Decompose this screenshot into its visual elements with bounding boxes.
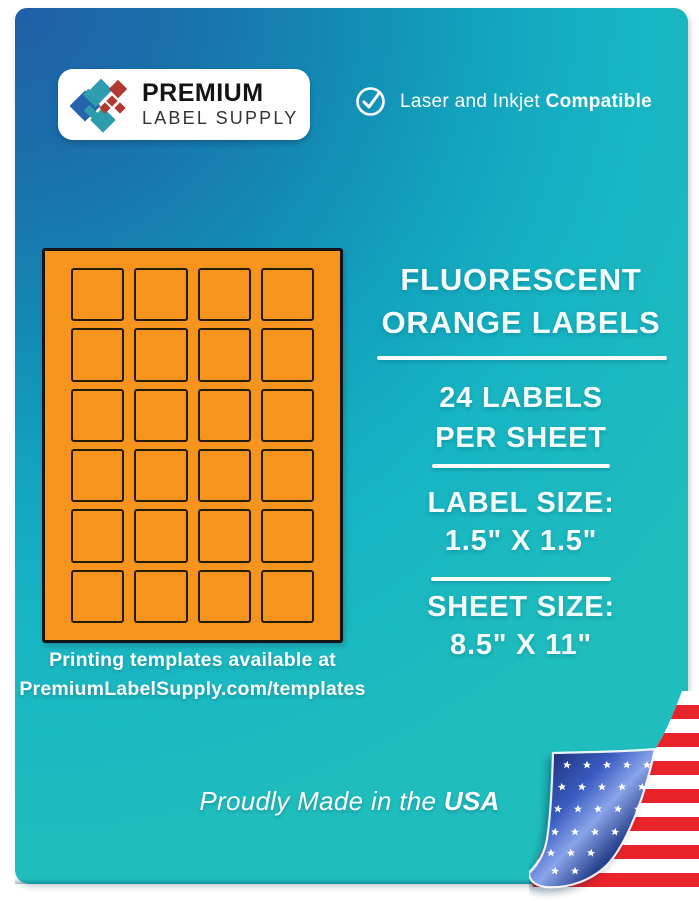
compatibility-text: [400, 91, 652, 113]
label-cell: [71, 389, 124, 442]
template-note-line1: Printing templates available at: [49, 649, 336, 671]
label-cell: [134, 570, 187, 623]
brand-name: [142, 81, 298, 127]
label-cell: [261, 570, 314, 623]
label-cell: [134, 389, 187, 442]
label-cell: [198, 449, 251, 502]
label-cell: [261, 449, 314, 502]
check-circle-icon: [355, 86, 386, 117]
product-title-line1: FLUORESCENT: [400, 262, 642, 297]
label-cell: [134, 509, 187, 562]
spec-line: SHEET SIZE:: [427, 591, 615, 623]
label-cell: [198, 509, 251, 562]
label-cell: [71, 509, 124, 562]
label-cell: [71, 449, 124, 502]
label-cell: [71, 268, 124, 321]
label-cell: [71, 570, 124, 623]
made-in-usa-bold: USA: [443, 786, 500, 816]
spec-label-size: [372, 484, 670, 560]
spec-labels-per-sheet: [372, 378, 670, 458]
spec-line: 8.5" X 11": [450, 629, 592, 661]
spec-sheet-size: [372, 588, 670, 664]
spec-line: PER SHEET: [435, 422, 607, 454]
product-title: [372, 258, 670, 344]
label-cell: [198, 268, 251, 321]
label-sheet-preview: [42, 248, 343, 643]
label-cell: [71, 328, 124, 381]
spec-line: LABEL SIZE:: [427, 487, 615, 519]
made-in-usa-regular: Proudly Made in the: [199, 786, 444, 816]
label-cell: [261, 268, 314, 321]
label-cell: [134, 328, 187, 381]
label-cell: [198, 328, 251, 381]
compatibility-text-bold: Compatible: [545, 90, 653, 112]
usa-flag-page-curl-icon: [529, 691, 699, 901]
label-cell: [261, 328, 314, 381]
brand-name-secondary: LABEL SUPPLY: [142, 108, 299, 128]
label-cell: [134, 449, 187, 502]
label-cell: [261, 509, 314, 562]
label-cell: [261, 389, 314, 442]
divider: [377, 356, 667, 360]
template-note-line2: PremiumLabelSupply.com/templates: [19, 678, 366, 700]
brand-logo: [58, 69, 310, 140]
divider: [432, 464, 610, 468]
compatibility-text-regular: Laser and Inkjet: [400, 90, 546, 112]
spec-line: 1.5" X 1.5": [444, 525, 598, 557]
diamond-grid-logo-icon: [70, 75, 130, 135]
label-cell: [134, 268, 187, 321]
divider: [431, 577, 611, 581]
compatibility-badge: [355, 86, 652, 117]
label-cell: [198, 389, 251, 442]
product-title-line2: ORANGE LABELS: [381, 305, 661, 340]
spec-line: 24 LABELS: [439, 382, 603, 414]
label-cell: [198, 570, 251, 623]
labels-grid: [71, 268, 314, 623]
template-note: [10, 646, 375, 704]
brand-name-primary: PREMIUM: [142, 79, 264, 107]
